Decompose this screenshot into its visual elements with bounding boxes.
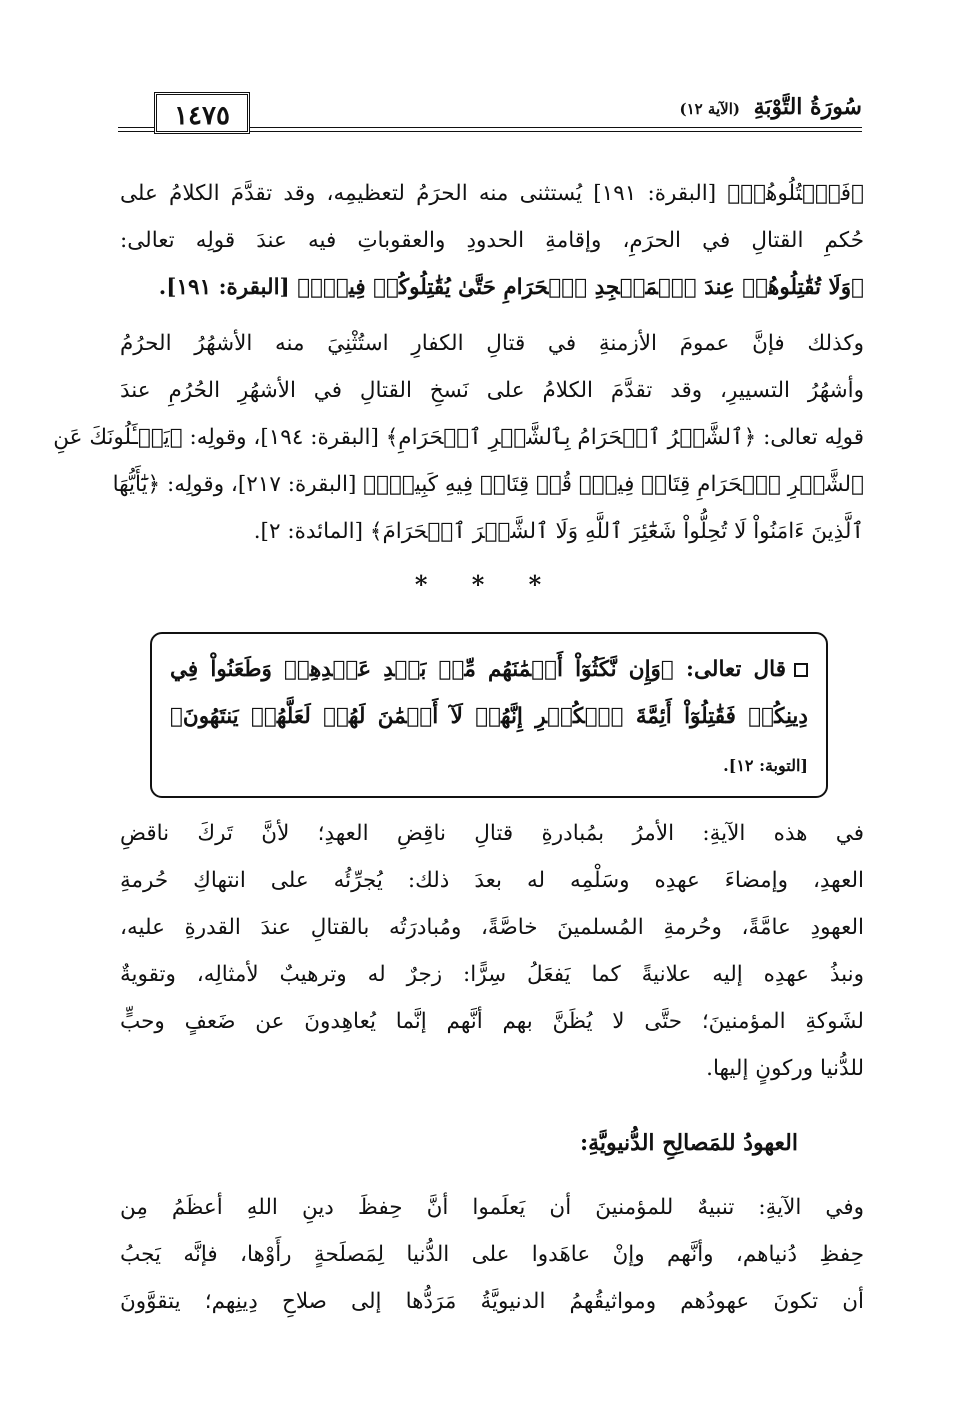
header-rule	[250, 131, 862, 132]
text-line: ٱلَّذِينَ ءَامَنُواْ لَا تُحِلُّواْ شَعَٰٓئِرَ ٱللَّهِ وَلَا ٱلشَّهۡرَ ٱلۡحَرَامَ﴾ [المائدة: ٢].	[253, 519, 864, 544]
text-line: حِفظِ دُنياهم، وأنَّهم وإنْ عاهَدوا على الدُّنيا لِمَصلَحةٍ رأَوْها، فإنَّه يَجبُ	[120, 1242, 864, 1267]
text-line: لشَوكةِ المؤمنينَ؛ حتَّى لا يُظَنَّ بهم أنَّهم إنَّما يُعاهِدونَ عن ضَعفٍ وحبٍّ	[120, 1009, 864, 1034]
text-line: للدُّنيا وركونٍ إليها.	[706, 1056, 864, 1081]
header-rule	[250, 127, 862, 128]
text-line: قولِه تعالى: ﴿ٱلشَّهۡرُ ٱلۡحَرَامُ بِٱلشَّهۡرِ ٱلۡحَرَامِ﴾ [البقرة: ١٩٤]، وقولِه: ﴿يَسۡـَٔلُونَكَ عَنِ	[53, 425, 864, 450]
text-line: حُكمِ القتالِ في الحرَمِ، وإقامةِ الحدودِ والعقوباتِ فيه عندَ قولِه تعالى:	[120, 228, 864, 253]
running-title	[679, 94, 862, 120]
paragraph-2	[53, 320, 865, 555]
surah-title: سُورَةُ التَّوْبَةِ	[753, 94, 862, 120]
ornament-icon	[794, 663, 808, 677]
section-heading: العهودُ للمَصالِحِ الدُّنيويَّةِ:	[580, 1130, 798, 1156]
text-line: في هذه الآيةِ: الأمرُ بمُبادرةِ قتالِ ناقِضِ العهدِ؛ لأنَّ تَركَ ناقضِ	[120, 821, 864, 846]
text-line: العهدِ، وإمضاءَ عهدِه وسَلْمِه له بعدَ ذلك: يُجرِّئُه على انتهاكِ حُرمةِ	[120, 868, 864, 893]
paragraph-4	[120, 1184, 864, 1325]
page-number: ١٤٧٥	[154, 92, 250, 134]
verse-intro: قال تعالى:	[686, 657, 786, 682]
section-separator: * * *	[414, 570, 560, 599]
text-line: ٱلشَّهۡرِ ٱلۡحَرَامِ قِتَالٖ فِيهِۖ قُلۡ قِتَالٞ فِيهِ كَبِيرٞۚ﴾ [البقرة: ٢١٧]، وقولِه: ﴿يَٰٓأَيُّهَا	[112, 472, 864, 497]
text-line: أن تكونَ عهودُهم ومواثيقُهمُ الدنيويَّةُ مَرَدُّها إلى صلاحِ دِينِهم؛ يتقوَّونَ	[120, 1289, 864, 1314]
verse-ref: (الآية ١٢)	[679, 100, 740, 118]
text-line: وكذلك فإنَّ عمومَ الأزمنةِ في قتالِ الكفارِ استُثْنِيَ منه الأشهُرُ الحرُمُ	[120, 331, 865, 356]
verse-reference: [التوبة: ١٢].	[723, 756, 808, 775]
header-rule	[118, 127, 154, 128]
paragraph-1	[120, 170, 864, 311]
page-header	[118, 92, 862, 154]
paragraph-3	[120, 810, 864, 1092]
text-line: ونبذُ عهدِه إليه علانيةً كما يَفعَلُ سِرًّا: زجرٌ له وترهيبٌ لأمثالِه، وتقويةٌ	[120, 962, 864, 987]
verse-line	[170, 646, 808, 693]
text-line: وفي الآيةِ: تنبيهٌ للمؤمنينَ أن يَعلَموا أنَّ حِفظَ دينِ اللهِ أعظَمُ مِن	[120, 1195, 864, 1220]
header-rule	[118, 131, 154, 132]
text-line: ﴿فَٱقۡتُلُوهُمۡ﴾ [البقرة: ١٩١] يُستثنى منه الحرَمُ لتعظيمِه، وقد تقدَّمَ الكلامُ على	[120, 181, 864, 206]
text-line: وأشهُرُ التسييرِ، وقد تقدَّمَ الكلامُ على نَسخِ القتالِ في الأشهُرِ الحُرُمِ عندَ	[120, 378, 864, 403]
verse-text: ﴿وَإِن نَّكَثُوٓاْ أَيۡمَٰنَهُم مِّنۢ بَعۡدِ عَهۡدِهِمۡ وَطَعَنُواْ فِي	[170, 657, 674, 682]
verse-box	[150, 632, 828, 798]
text-line: ﴿وَلَا تُقَٰتِلُوهُمۡ عِندَ ٱلۡمَسۡجِدِ ٱلۡحَرَامِ حَتَّىٰ يُقَٰتِلُوكُمۡ فِيهِۖ﴾ [البقرة: ١٩١].	[158, 275, 864, 300]
text-line: العهودِ عامَّةً، وحُرمةِ المُسلمينَ خاصَّةً، ومُبادرَتُه بالقتالِ عندَ القدرةِ عليه،	[120, 915, 864, 940]
verse-line: دِينِكُمۡ فَقَٰتِلُوٓاْ أَئِمَّةَ ٱلۡكُفۡرِ إِنَّهُمۡ لَآ أَيۡمَٰنَ لَهُمۡ لَعَلَّهُمۡ يَنتَهُونَ﴾	[170, 704, 808, 729]
